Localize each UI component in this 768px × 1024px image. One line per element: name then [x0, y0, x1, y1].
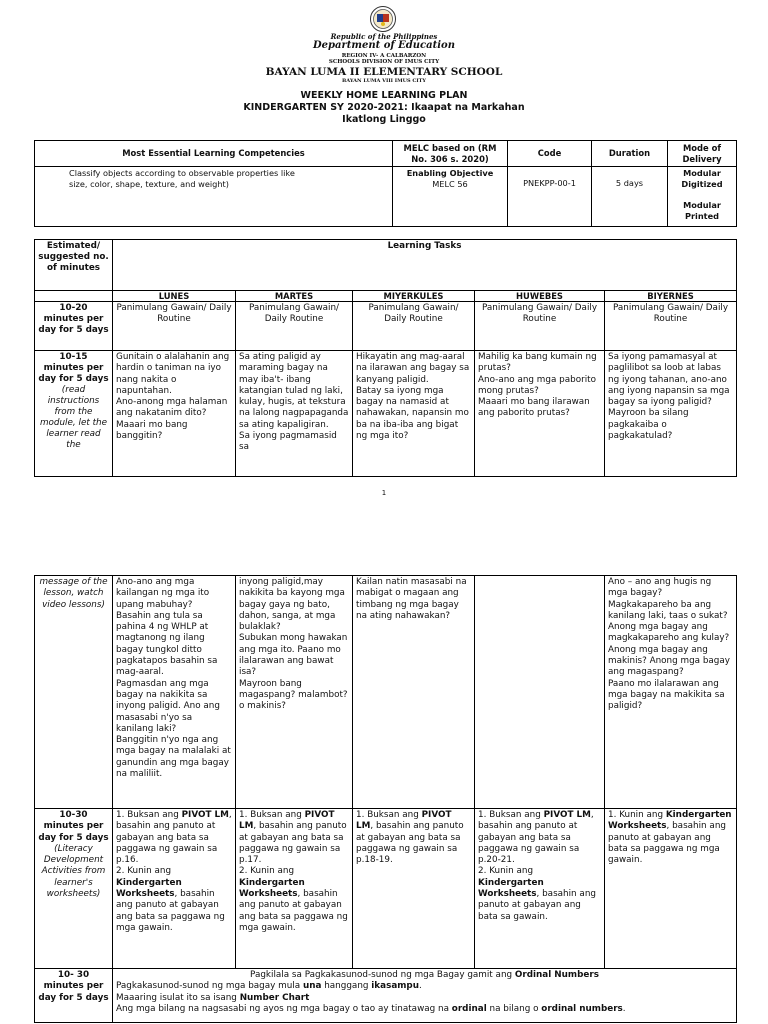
lit-martes-c: , basahin ang panuto at gabayan ang bata sa paggawa ng gawain sa p.17. 2. Kunin ang [239, 821, 347, 877]
ordinal-line3-b: Number Chart [239, 992, 310, 1003]
row2-biyernes: Sa iyong pamamasyal at paglilibot sa loob at labas ng iyong tahanan, ano-ano ang iyong napansin sa mga bagay sa iyong paligid? Mayroon ba silang pagkakaiba o pagkakatulad? [605, 351, 737, 477]
day-header-spacer [35, 291, 113, 302]
day-header-biyernes: BIYERNES [605, 291, 737, 302]
day-header-miyerkules: MIYERKULES [353, 291, 475, 302]
day-header-lunes: LUNES [113, 291, 236, 302]
lit-lunes-a: 1. Buksan ang [116, 810, 182, 820]
cont-miyerkules: Kailan natin masasabi na mabigat o magaan ang timbang ng mga bagay na ating nahawakan? [353, 576, 475, 809]
learning-tasks-table-continued [34, 575, 737, 1023]
lit-biyernes-c: , basahin ang panuto at gabayan ang bata sa paggawa ng mga gawain. [608, 821, 726, 866]
cont-huwebes [475, 576, 605, 809]
row2-huwebes: Mahilig ka bang kumain ng prutas? Ano-ano ang mga paborito mong prutas? Maaari mo bang ilarawan ang paborito prutas? [475, 351, 605, 477]
lit-miyerkules-c: , basahin ang panuto at gabayan ang bata sa paggawa ng gawain sa p.18-19. [356, 821, 464, 866]
ordinal-line4 [116, 1004, 733, 1015]
mode-digitized: Modular Digitized [681, 168, 723, 189]
day-header-martes: MARTES [236, 291, 353, 302]
mode-printed: Modular Printed [683, 200, 721, 221]
lit-biyernes-a: 1. Kunin ang [608, 810, 666, 820]
lit-martes-b: PIVOT LM [239, 810, 335, 832]
enabling-objective-label: Enabling Objective [406, 168, 494, 178]
row2-time-cell [35, 351, 113, 477]
lit-biyernes-b: Kindergarten Worksheets [608, 810, 732, 832]
page-number: 1 [381, 489, 387, 497]
lit-huwebes-c: , basahin ang panuto at gabayan ang bata sa paggawa ng gawain sa p.20-21. 2. Kunin ang [478, 810, 594, 877]
day-header-huwebes: HUWEBES [475, 291, 605, 302]
ordinal-numbers-cell [113, 969, 737, 1023]
ordinal-line3 [116, 993, 733, 1004]
row1-time: 10-20 minutes per day for 5 days [35, 302, 113, 351]
mode-cell [668, 167, 737, 227]
lit-martes-e: , basahin ang panuto at gabayan ang bata sa paggawa ng mga gawain. [239, 889, 348, 933]
lit-miyerkules [353, 809, 475, 969]
cont-martes: inyong paligid,may nakikita ba kayong mga bagay gaya ng bato, dahon, sanga, at mga bulaklak? Subukan mong hawakan ang mga ito. Paano mo ilalarawan ang bawat isa? Mayroon bang magaspang? malambot? o makinis? [236, 576, 353, 809]
lit-miyerkules-b: PIVOT LM [356, 810, 452, 832]
ordinal-line4-b: ordinal [451, 1003, 487, 1014]
duration-header: Duration [592, 141, 668, 167]
row2-time: 10-15 minutes per day for 5 days [38, 352, 109, 384]
ordinal-line3-a: Maaaring isulat ito sa isang [116, 992, 240, 1003]
division-label: SCHOOLS DIVISION OF IMUS CITY [328, 59, 440, 65]
lit-martes-a: 1. Buksan ang [239, 810, 305, 820]
lit-lunes [113, 809, 236, 969]
lit-time: 10-30 minutes per day for 5 days [38, 810, 109, 843]
lit-huwebes-a: 1. Buksan ang [478, 810, 544, 820]
lit-lunes-b: PIVOT LM [181, 810, 229, 820]
plan-title: WEEKLY HOME LEARNING PLAN [300, 90, 468, 101]
cont-biyernes: Ano – ano ang hugis ng mga bagay? Magkakapareho ba ang kanilang laki, taas o sukat? Anong mga bagay ang magkakapareho ang kulay? Anong mga bagay ang makinis? Anong mga bagay ang magaspang? Paano mo ilalarawan ang mga bagay na makikita sa paligid? [605, 576, 737, 809]
competency-text: Classify objects according to observable properties like size, color, shape, texture, and weight) [35, 167, 393, 227]
ordinal-line4-a: Ang mga bilang na nagsasabi ng ayos ng mga bagay o tao ay tinatawag na [116, 1003, 452, 1014]
melc-based-header: MELC based on (RM No. 306 s. 2020) [393, 141, 508, 167]
row1-lunes: Panimulang Gawain/ Daily Routine [113, 302, 236, 351]
lit-time-cell [35, 809, 113, 969]
competency-table [34, 140, 737, 227]
cont-lunes: Ano-ano ang mga kailangan ng mga ito upang mabuhay? Basahin ang tula sa pahina 4 ng WHLP at magtanong ng ilang bagay tungkol ditto pagkatapos basahin sa mag-aaral. Pagmasdan ang mga bagay na nakikita sa inyong paligid. Ano ang masasabi n'yo sa kanilang laki? Banggitin n'yo nga ang mga bagay na malalaki at ganundin ang mga bagay na maliliit. [113, 576, 236, 809]
ordinal-line2-a: Pagkakasunod-sunod ng mga bagay mula [116, 981, 303, 992]
department-label: Department of Education [313, 40, 455, 51]
mode-header: Mode of Delivery [668, 141, 737, 167]
grade-sy: KINDERGARTEN SY 2020-2021: Ikaapat na Markahan [243, 102, 525, 113]
melc-header: Most Essential Learning Competencies [35, 141, 393, 167]
lit-time-note: (Literacy Development Activities from learner's worksheets) [41, 843, 106, 900]
ordinal-line2-c: hanggang [321, 981, 372, 992]
enabling-objective-value: MELC 56 [432, 179, 468, 189]
row1-biyernes: Panimulang Gawain/ Daily Routine [605, 302, 737, 351]
week-label: Ikatlong Linggo [342, 114, 426, 125]
lit-huwebes-b: PIVOT LM [543, 810, 591, 820]
ordinal-line2-b: una [302, 981, 322, 992]
learning-tasks-header: Learning Tasks [113, 240, 737, 291]
row1-huwebes: Panimulang Gawain/ Daily Routine [475, 302, 605, 351]
last-time: 10- 30 minutes per day for 5 days [35, 969, 113, 1023]
duration-value: 5 days [592, 167, 668, 227]
ordinal-line2-e: . [418, 981, 422, 992]
row2-martes: Sa ating paligid ay maraming bagay na may iba't- ibang katangian tulad ng laki, kulay, hugis, at tekstura na lalong nagpapaganda sa ating kapaligiran. Sa iyong pagmamasid sa [236, 351, 353, 477]
lit-huwebes-e: , basahin ang panuto at gabayan ang bata sa gawain. [478, 889, 596, 922]
school-name: BAYAN LUMA II ELEMENTARY SCHOOL [265, 66, 503, 78]
ordinal-line4-e: . [622, 1003, 626, 1014]
code-header: Code [508, 141, 592, 167]
lit-miyerkules-a: 1. Buksan ang [356, 810, 422, 820]
learning-tasks-table [34, 239, 737, 477]
ordinal-line4-d: ordinal numbers [541, 1003, 623, 1014]
republic-label: Republic of the Philippines [330, 32, 438, 41]
ordinal-line2 [116, 981, 733, 992]
ordinal-line1 [116, 970, 733, 981]
cont-time-note: message of the lesson, watch video lessons) [35, 576, 113, 809]
row1-martes: Panimulang Gawain/ Daily Routine [236, 302, 353, 351]
lit-huwebes-d: Kindergarten Worksheets [478, 877, 544, 900]
ordinal-line4-c: na bilang o [486, 1003, 542, 1014]
lit-biyernes [605, 809, 737, 969]
enabling-objective-cell [393, 167, 508, 227]
lit-martes-d: Kindergarten Worksheets [239, 877, 305, 900]
lit-martes [236, 809, 353, 969]
ordinal-line1-a: Pagkilala sa Pagkakasunod-sunod ng mga Bagay gamit ang [250, 970, 515, 980]
ordinal-line2-d: ikasampu [371, 981, 419, 992]
lit-lunes-c: , basahin ang panuto at gabayan ang bata sa paggawa ng gawain sa p.16. 2. Kunin ang [116, 810, 232, 877]
school-address: BAYAN LUMA VIII IMUS CITY [342, 78, 426, 84]
lit-lunes-d: Kindergarten Worksheets [116, 877, 182, 900]
row2-miyerkules: Hikayatin ang mag-aaral na ilarawan ang bagay sa kanyang paligid. Batay sa iyong mga bagay na namasid at nahawakan, napansin mo ba na iba-iba ang bigat ng mga ito? [353, 351, 475, 477]
estimated-header: Estimated/ suggested no. of minutes [35, 240, 113, 291]
row2-lunes: Gunitain o alalahanin ang hardin o taniman na iyo nang nakita o napuntahan. Ano-anong mga halaman ang nakatanim dito? Maaari mo bang banggitin? [113, 351, 236, 477]
code-value: PNEKPP-00-1 [508, 167, 592, 227]
row1-miyerkules: Panimulang Gawain/ Daily Routine [353, 302, 475, 351]
region-label: REGION IV- A CALBARZON [341, 53, 427, 59]
lit-lunes-e: , basahin ang panuto at gabayan ang bata sa paggawa ng mga gawain. [116, 889, 225, 933]
lit-huwebes [475, 809, 605, 969]
row2-time-note: (read instructions from the module, let the learner read the [39, 385, 108, 450]
deped-seal-icon [370, 6, 396, 32]
ordinal-line1-b: Ordinal Numbers [514, 970, 599, 980]
